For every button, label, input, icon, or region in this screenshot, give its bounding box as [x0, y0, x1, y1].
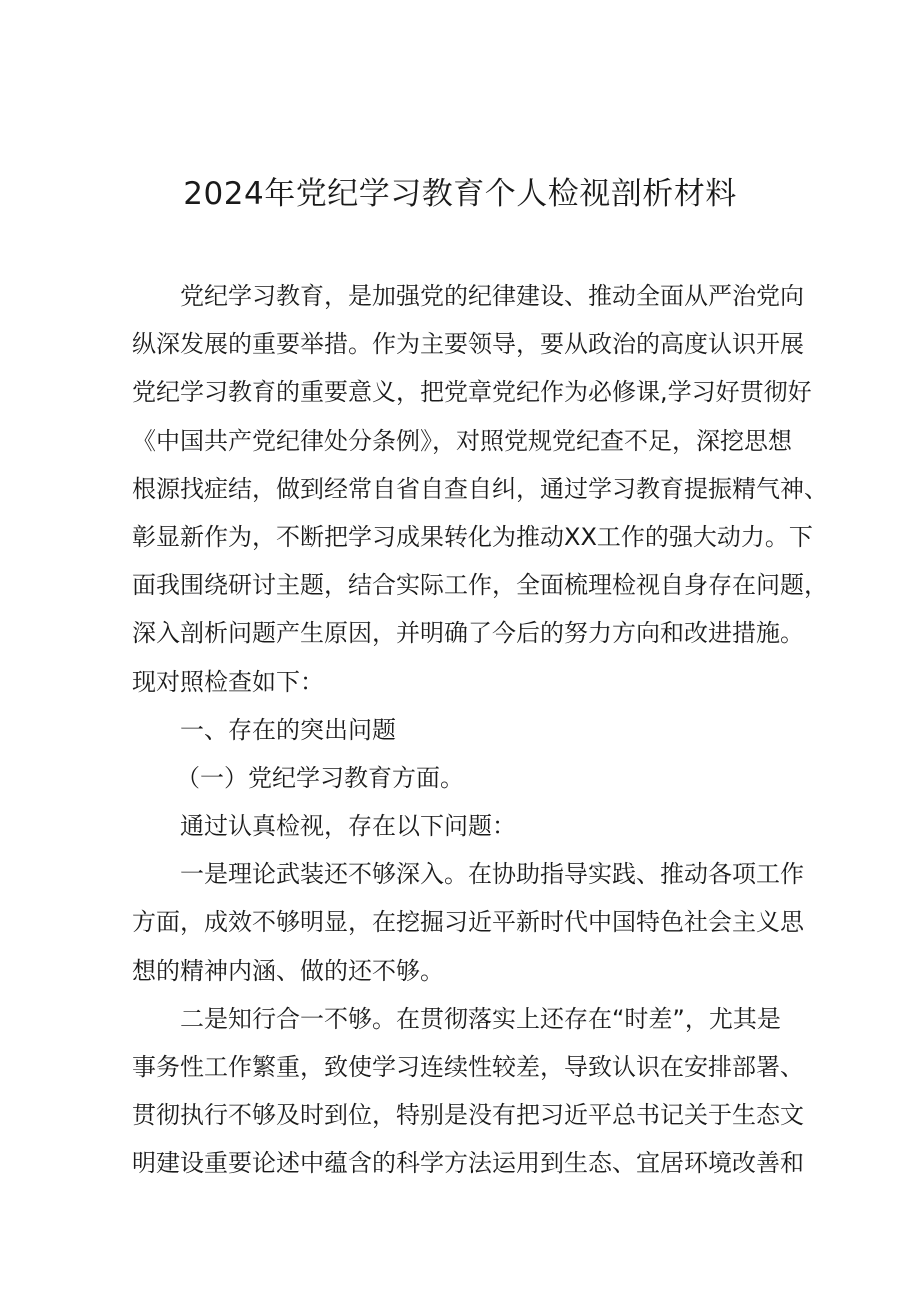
paragraph-line: 党纪学习教育，是加强党的纪律建设、推动全面从严治党向: [180, 282, 804, 310]
paragraph-line: 事务性工作繁重，致使学习连续性较差，导致认识在安排部署、: [132, 1053, 804, 1081]
paragraph-line: 党纪学习教育的重要意义，把党章党纪作为必修课,学习好贯彻好: [132, 378, 812, 407]
paragraph-line: 面我围绕研讨主题，结合实际工作，全面梳理检视自身存在问题，: [132, 571, 828, 600]
document-title: 2024年党纪学习教育个人检视剖析材料: [183, 176, 737, 212]
paragraph-line: 根源找症结，做到经常自省自查自纠，通过学习教育提振精气神、: [132, 474, 828, 503]
paragraph-line: 通过认真检视，存在以下问题：: [180, 812, 516, 841]
section-heading: 一、存在的突出问题: [180, 715, 396, 744]
document-body: [132, 272, 828, 1188]
paragraph-line: 彰显新作为，不断把学习成果转化为推动XX工作的强大动力。下: [132, 522, 813, 551]
paragraph-line: 现对照检查如下：: [132, 667, 324, 696]
paragraph-line: 深入剖析问题产生原因，并明确了今后的努力方向和改进措施。: [132, 619, 804, 648]
paragraph-line: 二是知行合一不够。在贯彻落实上还存在“时差”，尤其是: [180, 1004, 781, 1033]
paragraph-line: 纵深发展的重要举措。作为主要领导，要从政治的高度认识开展: [132, 330, 804, 359]
paragraph-line: 《中国共产党纪律处分条例》，对照党规党纪查不足，深挖思想: [132, 426, 792, 455]
paragraph-line: 一是理论武装还不够深入。在协助指导实践、推动各项工作: [180, 860, 804, 889]
paragraph-line: 想的精神内涵、做的还不够。: [132, 956, 444, 985]
subsection-heading: （一）党纪学习教育方面。: [176, 763, 464, 792]
paragraph-line: 方面，成效不够明显，在挖掘习近平新时代中国特色社会主义思: [132, 908, 804, 937]
paragraph-line: 贯彻执行不够及时到位，特别是没有把习近平总书记关于生态文: [132, 1101, 804, 1130]
paragraph-line: 明建设重要论述中蕴含的科学方法运用到生态、宜居环境改善和: [132, 1149, 804, 1178]
